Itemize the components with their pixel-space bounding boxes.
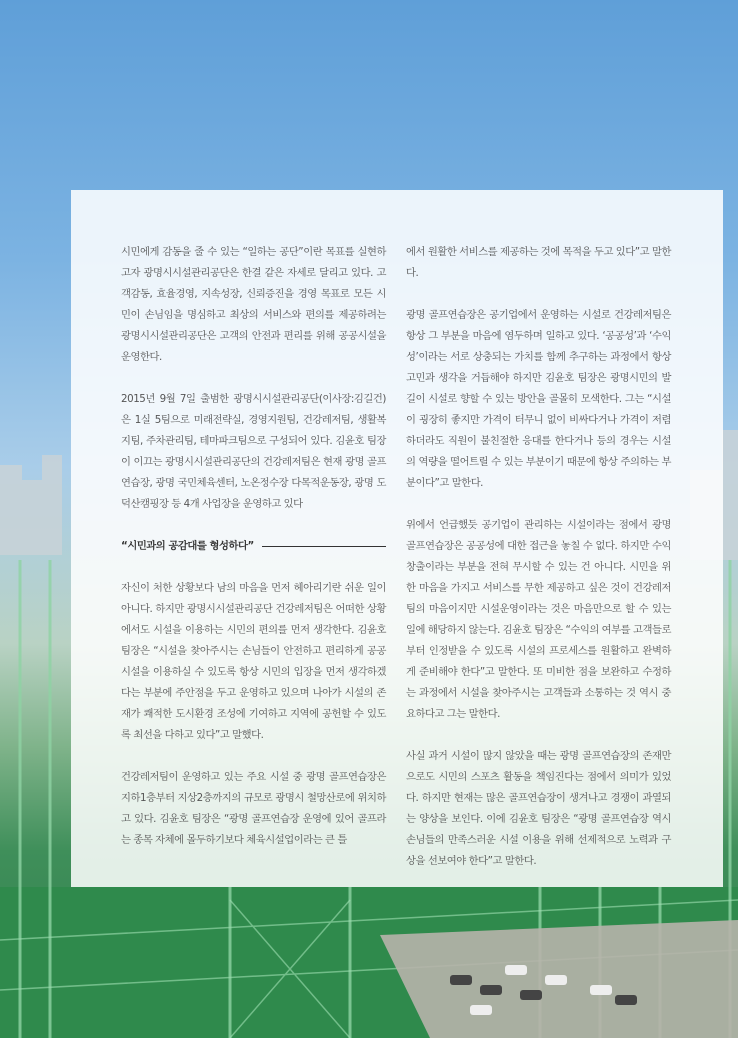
right-column: [406, 242, 671, 893]
paragraph: 시민에게 감동을 줄 수 있는 “일하는 공단”이란 목표를 실현하고자 광명시시설관리공단은 한결 같은 자세로 달리고 있다. 고객감동, 효율경영, 지속성장, 신뢰증진을 경영 목표로 모든 시민이 손님임을 명심하고 최상의 서비스와 편의를 제공하려는 광명시시설관리공단은 고객의 안전과 편리를 위해 공공시설을 운영한다.: [121, 246, 386, 363]
paragraph: 건강레저팀이 운영하고 있는 주요 시설 중 광명 골프연습장은 지하1층부터 지상2층까지의 규모로 광명시 철망산로에 위치하고 있다. 김윤호 팀장은 “광명 골프연습장 운영에 있어 골프라는 종목 자체에 몰두하기보다 체육시설업이라는 큰 틀: [121, 771, 386, 846]
paragraph: 위에서 언급했듯 공기업이 관리하는 시설이라는 점에서 광명 골프연습장은 공공성에 대한 접근을 놓칠 수 없다. 하지만 수익창출이라는 부분을 전혀 무시할 수 있는 건 아니다. 시민을 위한 마음을 가지고 서비스를 무한 제공하고 싶은 것이 건강레저팀의 마음이지만 시설운영이라는 것은 마음만으로 할 수 있는 일에 해당하지 않는다. 김윤호 팀장은 “수익의 여부를 고객들로부터 인정받을 수 있도록 시설의 프로세스를 원활하고 완벽하게 준비해야 한다”고 말한다. 또 미비한 점을 보완하고 수정하는 과정에서 시설을 찾아주시는 고객들과 소통하는 것 역시 중요하다고 그는 말한다.: [406, 519, 671, 720]
paragraph: 사실 과거 시설이 많지 않았을 때는 광명 골프연습장의 존재만으로도 시민의 스포츠 활동을 책임진다는 점에서 의미가 있었다. 하지만 현재는 많은 골프연습장이 생겨나고 경쟁이 과열되는 양상을 보인다. 이에 김윤호 팀장은 “광명 골프연습장 역시 손님들의 만족스러운 시설 이용을 위해 선제적으로 노력과 구상을 선보여야 한다”고 말한다.: [406, 750, 671, 867]
paragraph: 2015년 9월 7일 출범한 광명시시설관리공단(이사장:김길건)은 1실 5팀으로 미래전략실, 경영지원팀, 건강레저팀, 생활복지팀, 주차관리팀, 테마파크팀으로 구성되어 있다. 김윤호 팀장이 이끄는 광명시시설관리공단의 건강레저팀은 현재 광명 골프연습장, 광명 국민체육센터, 노온정수장 다목적운동장, 광명 도덕산캠핑장 등 4개 사업장을 운영하고 있다: [121, 393, 386, 510]
paragraph: 자신이 처한 상황보다 남의 마음을 먼저 헤아리기란 쉬운 일이 아니다. 하지만 광명시시설관리공단 건강레저팀은 어떠한 상황에서도 시설을 이용하는 시민의 편의를 먼저 생각한다. 김윤호 팀장은 “시설을 찾아주시는 손님들이 안전하고 편리하게 공공시설을 이용하실 수 있도록 항상 시민의 입장을 먼저 생각하겠다는 부분에 주안점을 두고 운영하고 있으며 나아가 시설의 존재가 쾌적한 도시환경 조성에 기여하고 지역에 공헌할 수 있도록 최선을 다하고 있다”고 말했다.: [121, 582, 386, 741]
article-panel: [71, 190, 723, 887]
paragraph: 광명 골프연습장은 공기업에서 운영하는 시설로 건강레저팀은 항상 그 부분을 마음에 염두하며 일하고 있다. ‘공공성’과 ‘수익성’이라는 서로 상충되는 가치를 함께 추구하는 과정에서 항상 고민과 생각을 거듭해야 하지만 김윤호 팀장은 광명시민의 발길이 시설로 향할 수 있는 방안을 골몰히 모색한다. 그는 “시설이 굉장히 좋지만 가격이 터무니 없이 비싸다거나 가격이 저렴하더라도 직원이 불친절한 응대를 한다거나 등의 경우는 시설의 역량을 떨어트릴 수 있는 부분이기 때문에 항상 주의하는 부분이다”고 말한다.: [406, 309, 671, 489]
paragraph: 에서 원활한 서비스를 제공하는 것에 목적을 두고 있다”고 말한다.: [406, 246, 671, 279]
section-heading-text: “시민과의 공감대를 형성하다”: [121, 540, 254, 552]
section-heading: [121, 536, 386, 557]
left-column: [121, 242, 386, 872]
heading-rule: [262, 546, 386, 547]
